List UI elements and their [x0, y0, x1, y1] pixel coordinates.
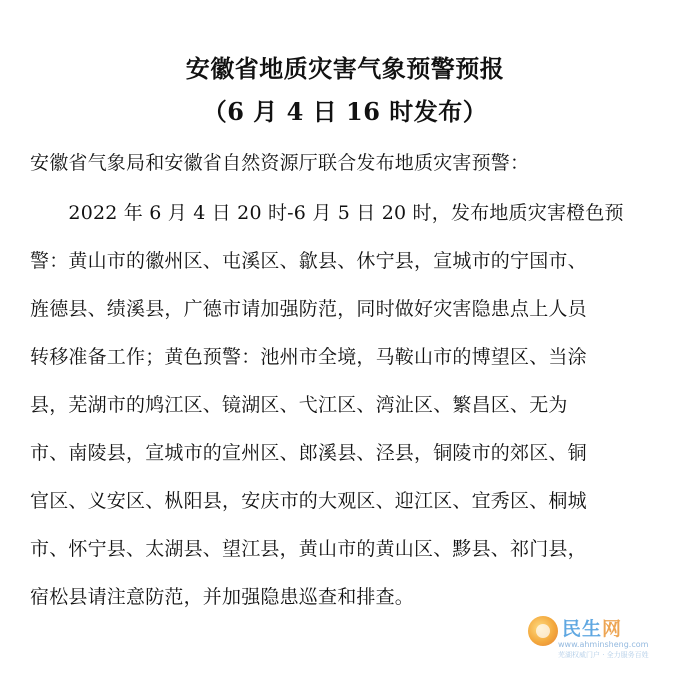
body-line: 县，芜湖市的鸠江区、镜湖区、弋江区、湾沚区、繁昌区、无为: [30, 394, 568, 416]
body-line: 转移准备工作；黄色预警：池州市全境，马鞍山市的博望区、当涂: [30, 346, 587, 368]
logo-icon: [528, 616, 558, 646]
body-line: 宿松县请注意防范，并加强隐患巡查和排查。: [30, 586, 415, 608]
watermark-url: www.ahminsheng.com: [558, 640, 649, 649]
body-line: 市、怀宁县、太湖县、望江县，黄山市的黄山区、黟县、祁门县，: [30, 538, 587, 560]
watermark-slogan: 芜湖权威门户 · 全力服务百姓: [558, 651, 649, 659]
body-line: 2022 年 6 月 4 日 20 时-6 月 5 日 20 时，发布地质灾害橙色预: [30, 202, 624, 224]
document-title: 安徽省地质灾害气象预警预报: [185, 54, 505, 83]
site-watermark: [528, 614, 668, 658]
body-line: 警：黄山市的徽州区、屯溪区、歙县、休宁县，宣城市的宁国市、: [30, 250, 587, 272]
watermark-site-name: 民生网: [562, 618, 623, 640]
document-subtitle: （6 月 4 日 16 时发布）: [202, 97, 488, 126]
body-line: 市、南陵县，宣城市的宣州区、郎溪县、泾县，铜陵市的郊区、铜: [30, 442, 587, 464]
body-line: 旌德县、绩溪县，广德市请加强防范，同时做好灾害隐患点上人员: [30, 298, 587, 320]
body-line: 官区、义安区、枞阳县，安庆市的大观区、迎江区、宜秀区、桐城: [30, 490, 587, 512]
body-line: 安徽省气象局和安徽省自然资源厅联合发布地质灾害预警：: [30, 152, 530, 174]
